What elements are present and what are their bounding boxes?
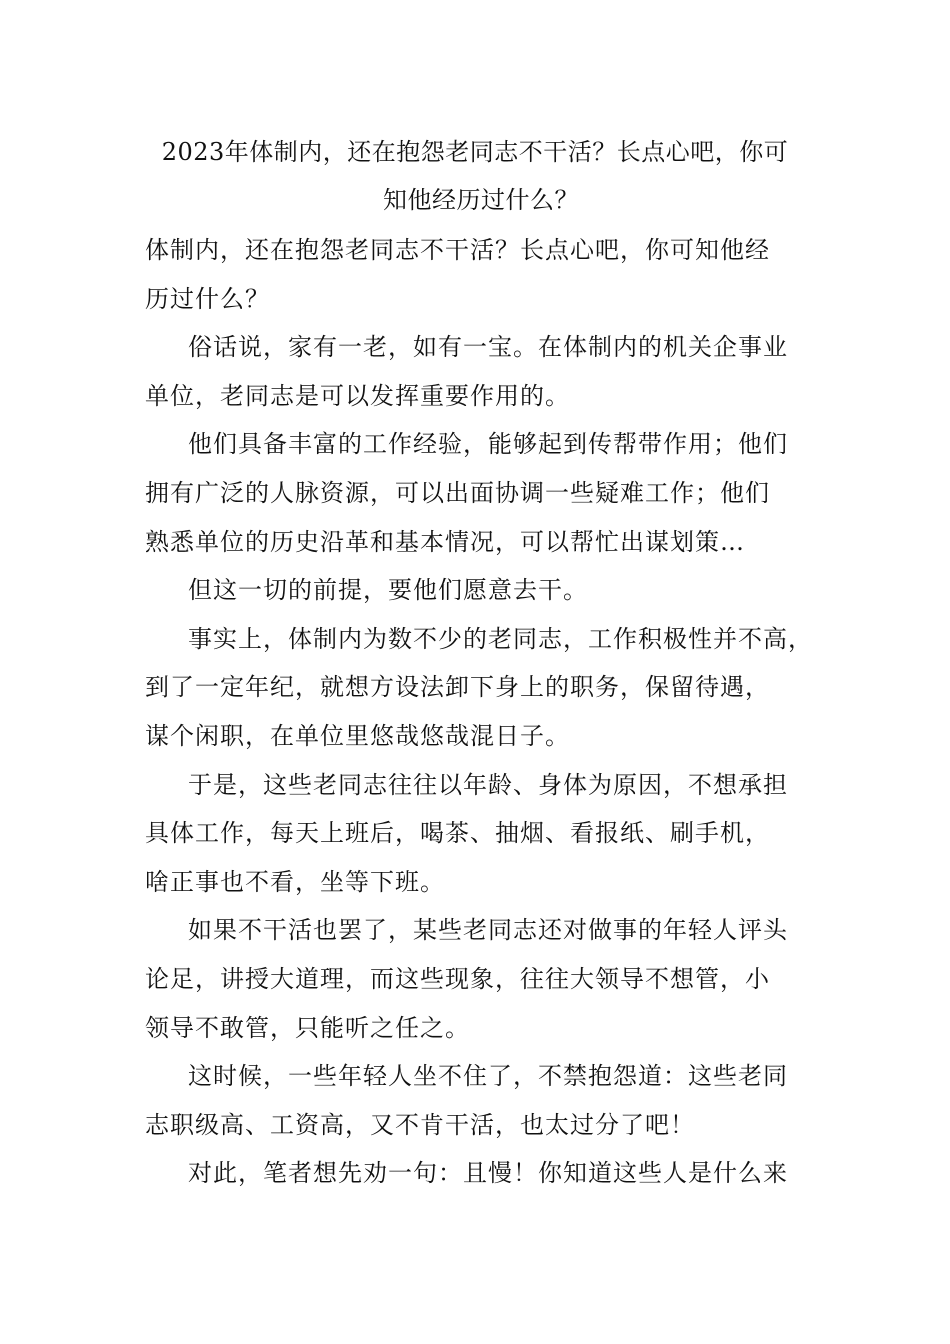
paragraph-first-line: 如果不干活也罢了，某些老同志还对做事的年轻人评头 bbox=[188, 916, 788, 945]
body-line: 论足，讲授大道理，而这些现象，往往大领导不想管，小 bbox=[145, 964, 770, 993]
paragraph-first-line: 这时候，一些年轻人坐不住了，不禁抱怨道：这些老同 bbox=[188, 1062, 788, 1091]
body-line: 志职级高、工资高，又不肯干活，也太过分了吧！ bbox=[145, 1110, 695, 1139]
document-body bbox=[145, 226, 825, 1198]
paragraph-first-line: 事实上，体制内为数不少的老同志，工作积极性并不高， bbox=[188, 624, 813, 653]
paragraph-first-line: 但这一切的前提，要他们愿意去干。 bbox=[188, 576, 588, 605]
body-line: 单位，老同志是可以发挥重要作用的。 bbox=[145, 381, 570, 410]
document-title bbox=[145, 128, 805, 224]
body-line: 具体工作，每天上班后，喝茶、抽烟、看报纸、刷手机， bbox=[145, 819, 770, 848]
paragraph-first-line: 对此，笔者想先劝一句：且慢！你知道这些人是什么来 bbox=[188, 1159, 788, 1188]
body-line: 领导不敢管，只能听之任之。 bbox=[145, 1013, 470, 1042]
body-line: 熟悉单位的历史沿革和基本情况，可以帮忙出谋划策… bbox=[145, 527, 745, 556]
paragraph-first-line: 俗话说，家有一老，如有一宝。在体制内的机关企事业 bbox=[188, 333, 788, 362]
body-line: 拥有广泛的人脉资源，可以出面协调一些疑难工作；他们 bbox=[145, 478, 770, 507]
paragraph-first-line: 于是，这些老同志往往以年龄、身体为原因，不想承担 bbox=[188, 770, 788, 799]
title-line: 2023年体制内，还在抱怨老同志不干活？长点心吧，你可 bbox=[161, 138, 789, 166]
body-line: 到了一定年纪，就想方设法卸下身上的职务，保留待遇， bbox=[145, 673, 770, 702]
title-line: 知他经历过什么？ bbox=[383, 186, 579, 214]
paragraph-first-line: 他们具备丰富的工作经验，能够起到传帮带作用；他们 bbox=[188, 430, 788, 459]
body-line: 历过什么？ bbox=[145, 284, 270, 313]
body-line: 体制内，还在抱怨老同志不干活？长点心吧，你可知他经 bbox=[145, 236, 770, 264]
body-line: 谋个闲职，在单位里悠哉悠哉混日子。 bbox=[145, 721, 570, 750]
body-line: 啥正事也不看，坐等下班。 bbox=[145, 867, 445, 896]
